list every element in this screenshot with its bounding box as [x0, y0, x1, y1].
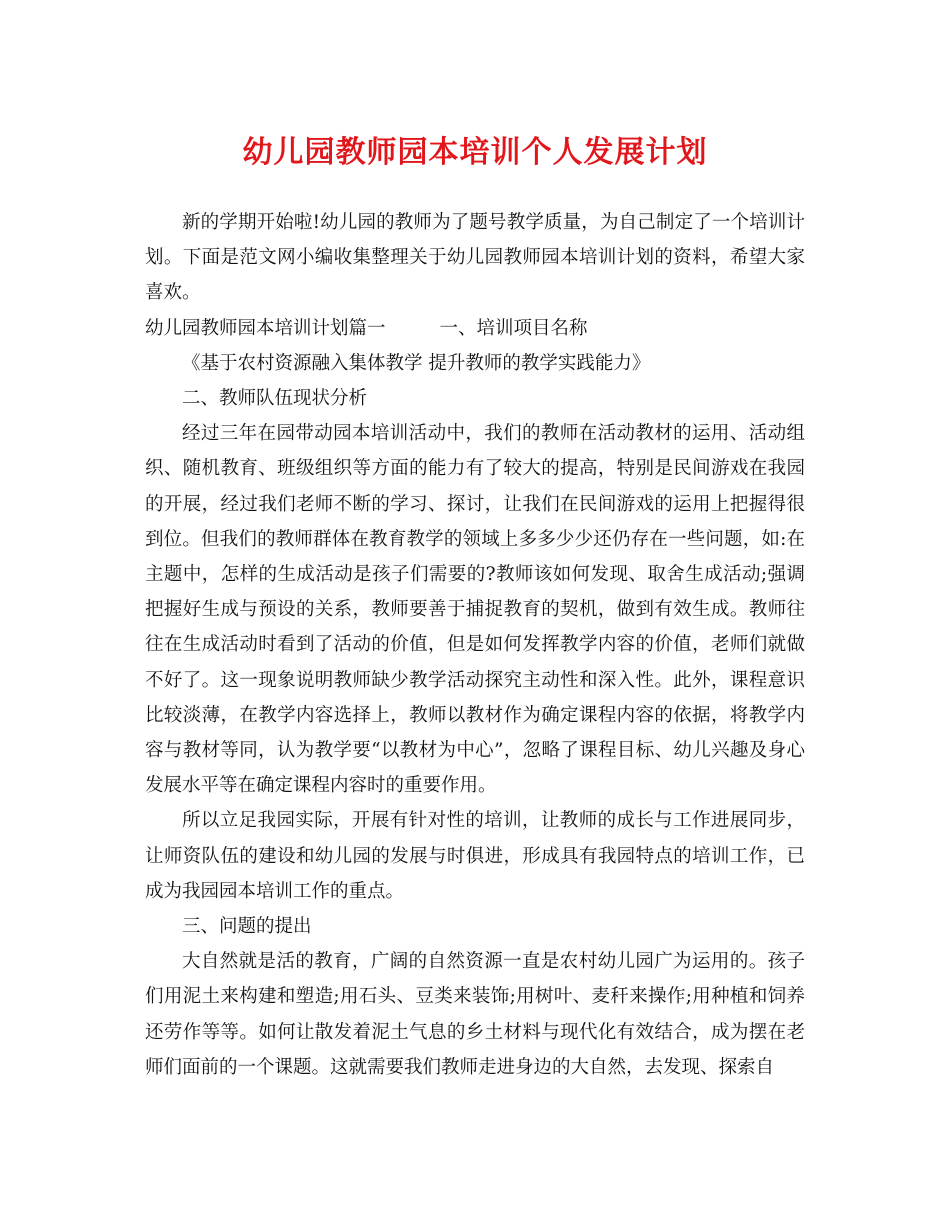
section3-heading: 三、问题的提出 — [182, 916, 312, 938]
section2-paragraph-2: 所以立足我园实际，开展有针对性的培训，让教师的成长与工作进展同步，让师资队伍的建设和幼儿园的发展与时俱进，形成具有我园特点的培训工作，已成为我园园本培训工作的重点。 — [145, 810, 805, 902]
part-heading: 幼儿园教师园本培训计划篇一 — [145, 317, 386, 339]
section2-paragraph-1: 经过三年在园带动园本培训活动中，我们的教师在活动教材的运用、活动组织、随机教育、班级组织等方面的能力有了较大的提高，特别是民间游戏在我园的开展，经过我们老师不断的学习、探讨，让我们在民间游戏的运用上把握得很到位。但我们的教师群体在教育教学的领域上多多少少还仍存在一些问题，如:在主题中，怎样的生成活动是孩子们需要的?教师该如何发现、取舍生成活动;强调把握好生成与预设的关系，教师要善于捕捉教育的契机，做到有效生成。教师往往在生成活动时看到了活动的价值，但是如何发挥教学内容的价值，老师们就做不好了。这一现象说明教师缺少教学活动探究主动性和深入性。此外，课程意识比较淡薄，在教学内容选择上，教师以教材作为确定课程内容的依据，将教学内容与教材等同，认为教学要“以教材为中心”，忽略了课程目标、幼儿兴趣及身心发展水平等在确定课程内容时的重要作用。 — [145, 423, 805, 797]
document-body — [145, 205, 805, 1085]
section1-heading: 一、培训项目名称 — [439, 317, 588, 339]
part-heading-line — [145, 311, 805, 346]
intro-paragraph: 新的学期开始啦!幼儿园的教师为了题号教学质量，为自己制定了一个培训计划。下面是范文网小编收集整理关于幼儿园教师园本培训计划的资料，希望大家喜欢。 — [145, 212, 805, 304]
project-name: 《基于农村资源融入集体教学 提升教师的教学实践能力》 — [182, 352, 651, 374]
section3-paragraph-1: 大自然就是活的教育，广阔的自然资源一直是农村幼儿园广为运用的。孩子们用泥土来构建和塑造;用石头、豆类来装饰;用树叶、麦秆来操作;用种植和饲养还劳作等等。如何让散发着泥土气息的乡土材料与现代化有效结合，成为摆在老师们面前的一个课题。这就需要我们教师走进身边的大自然，去发现、探索自 — [145, 951, 805, 1078]
section2-heading: 二、教师队伍现状分析 — [182, 388, 368, 410]
document-title: 幼儿园教师园本培训个人发展计划 — [242, 135, 708, 170]
